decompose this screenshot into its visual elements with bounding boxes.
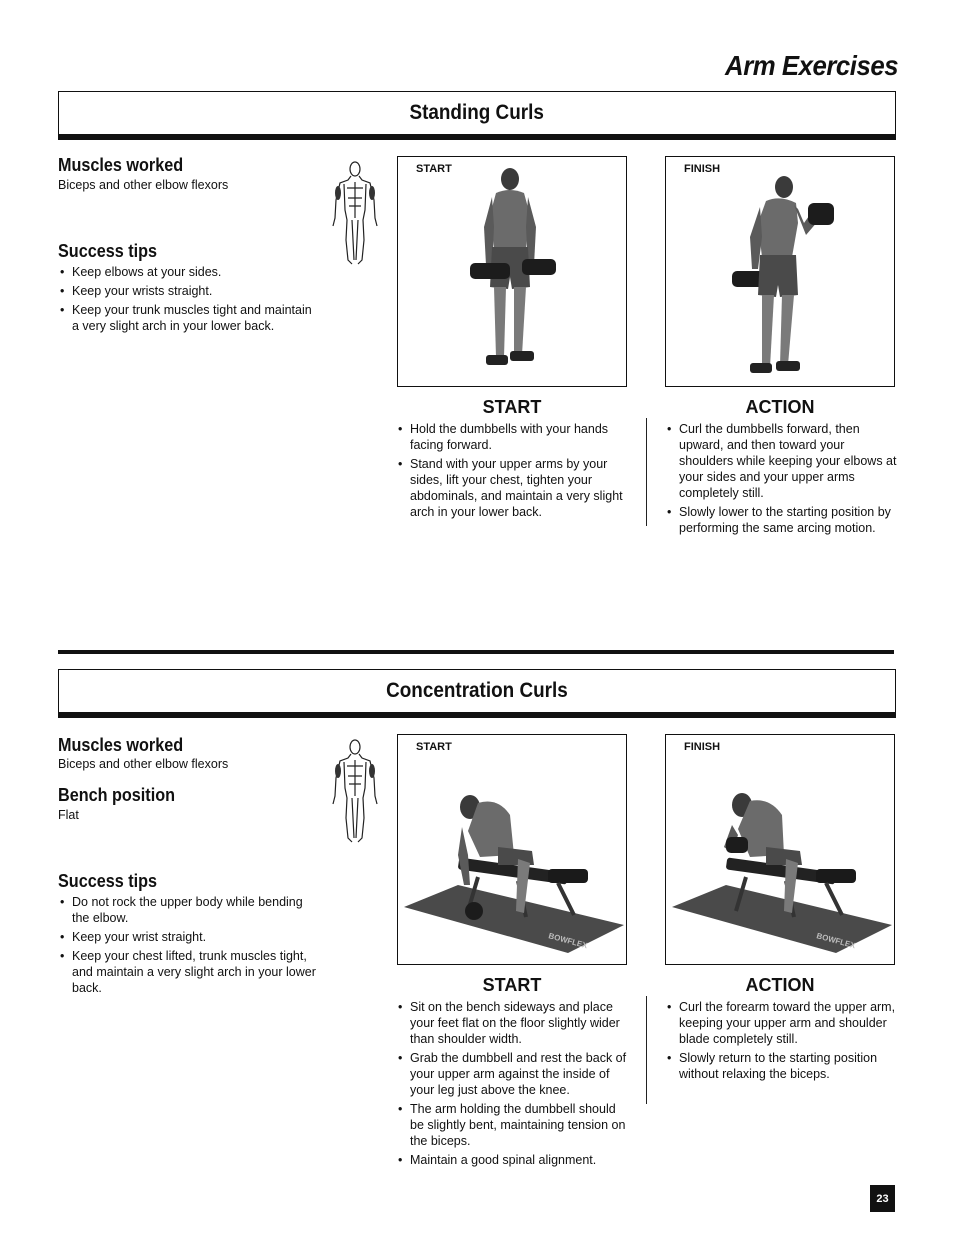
list-item: • Grab the dumbbell and rest the back of your upper arm against the inside of your leg just above the knee. (396, 1050, 630, 1098)
list-item: • Do not rock the upper body while bending the elbow. (58, 894, 320, 926)
list-item: • Keep your wrists straight. (58, 283, 316, 299)
column-divider (646, 418, 647, 526)
list-item: • Sit on the bench sideways and place your feet flat on the floor slightly wider than shoulder width. (396, 999, 630, 1047)
bench-position-text: Flat (58, 808, 79, 822)
photo-label: FINISH (684, 163, 721, 175)
list-item: • Hold the dumbbells with your hands facing forward. (396, 421, 628, 453)
start-heading: START (482, 975, 542, 995)
list-item: • The arm holding the dumbbell should be slightly bent, maintaining tension on the biceps. (396, 1101, 630, 1149)
page-title: Arm Exercises (724, 50, 898, 81)
list-item: • Stand with your upper arms by your sides, lift your chest, tighten your abdominals, and maintain a very slight arch in your lower back. (396, 456, 628, 520)
list-item: • Keep your trunk muscles tight and maintain a very slight arch in your lower back. (58, 302, 316, 334)
column-divider (646, 996, 647, 1104)
muscles-worked-heading: Muscles worked (58, 735, 184, 755)
photo-standing-curls-finish (665, 156, 895, 387)
list-item: • Curl the dumbbells forward, then upward, and then toward your shoulders while keeping your elbows at your sides and your upper arms completely still. (665, 421, 899, 501)
photo-label: FINISH (684, 741, 721, 753)
photo-label: START (416, 163, 452, 175)
list-item: • Slowly lower to the starting position by performing the same arcing motion. (665, 504, 899, 536)
anatomy-figure-icon (330, 160, 380, 266)
list-item: • Slowly return to the starting position without relaxing the biceps. (665, 1050, 897, 1082)
start-heading: START (482, 397, 542, 417)
list-item: • Maintain a good spinal alignment. (396, 1152, 630, 1168)
photo-concentration-curls-finish (665, 734, 895, 965)
man-seated-bench-image (398, 735, 626, 964)
section-title: Standing Curls (409, 101, 545, 124)
page-number: 23 (870, 1185, 895, 1212)
success-tips-list (58, 264, 316, 337)
start-steps-list (396, 999, 630, 1171)
list-item: • Keep elbows at your sides. (58, 264, 316, 280)
list-item: • Curl the forearm toward the upper arm, keeping your upper arm and shoulder blade completely still. (665, 999, 897, 1047)
success-tips-heading: Success tips (58, 871, 158, 891)
bench-position-heading: Bench position (58, 785, 175, 805)
list-item: • Keep your wrist straight. (58, 929, 320, 945)
list-item: • Keep your chest lifted, trunk muscles tight, and maintain a very slight arch in your lower back. (58, 948, 320, 996)
mat-brand-text: BOWFLEX (815, 931, 857, 951)
start-steps-list (396, 421, 628, 523)
muscles-worked-text: Biceps and other elbow flexors (58, 178, 229, 192)
photo-label: START (416, 741, 452, 753)
man-curling-dumbbells-image (666, 157, 894, 386)
action-heading: ACTION (745, 397, 815, 417)
action-steps-list (665, 421, 899, 539)
section-header-concentration-curls (58, 669, 896, 718)
success-tips-list (58, 894, 320, 999)
man-standing-dumbbells-image (398, 157, 626, 386)
section-divider (58, 650, 894, 654)
photo-standing-curls-start (397, 156, 627, 387)
muscles-worked-heading: Muscles worked (58, 155, 184, 175)
man-curling-seated-image (666, 735, 894, 964)
success-tips-heading: Success tips (58, 241, 158, 261)
muscles-worked-text: Biceps and other elbow flexors (58, 757, 229, 771)
action-heading: ACTION (745, 975, 815, 995)
mat-brand-text: BOWFLEX (547, 931, 589, 951)
anatomy-figure-icon (330, 738, 380, 844)
action-steps-list (665, 999, 897, 1085)
photo-concentration-curls-start (397, 734, 627, 965)
section-header-standing-curls (58, 91, 896, 140)
section-title: Concentration Curls (386, 679, 568, 702)
